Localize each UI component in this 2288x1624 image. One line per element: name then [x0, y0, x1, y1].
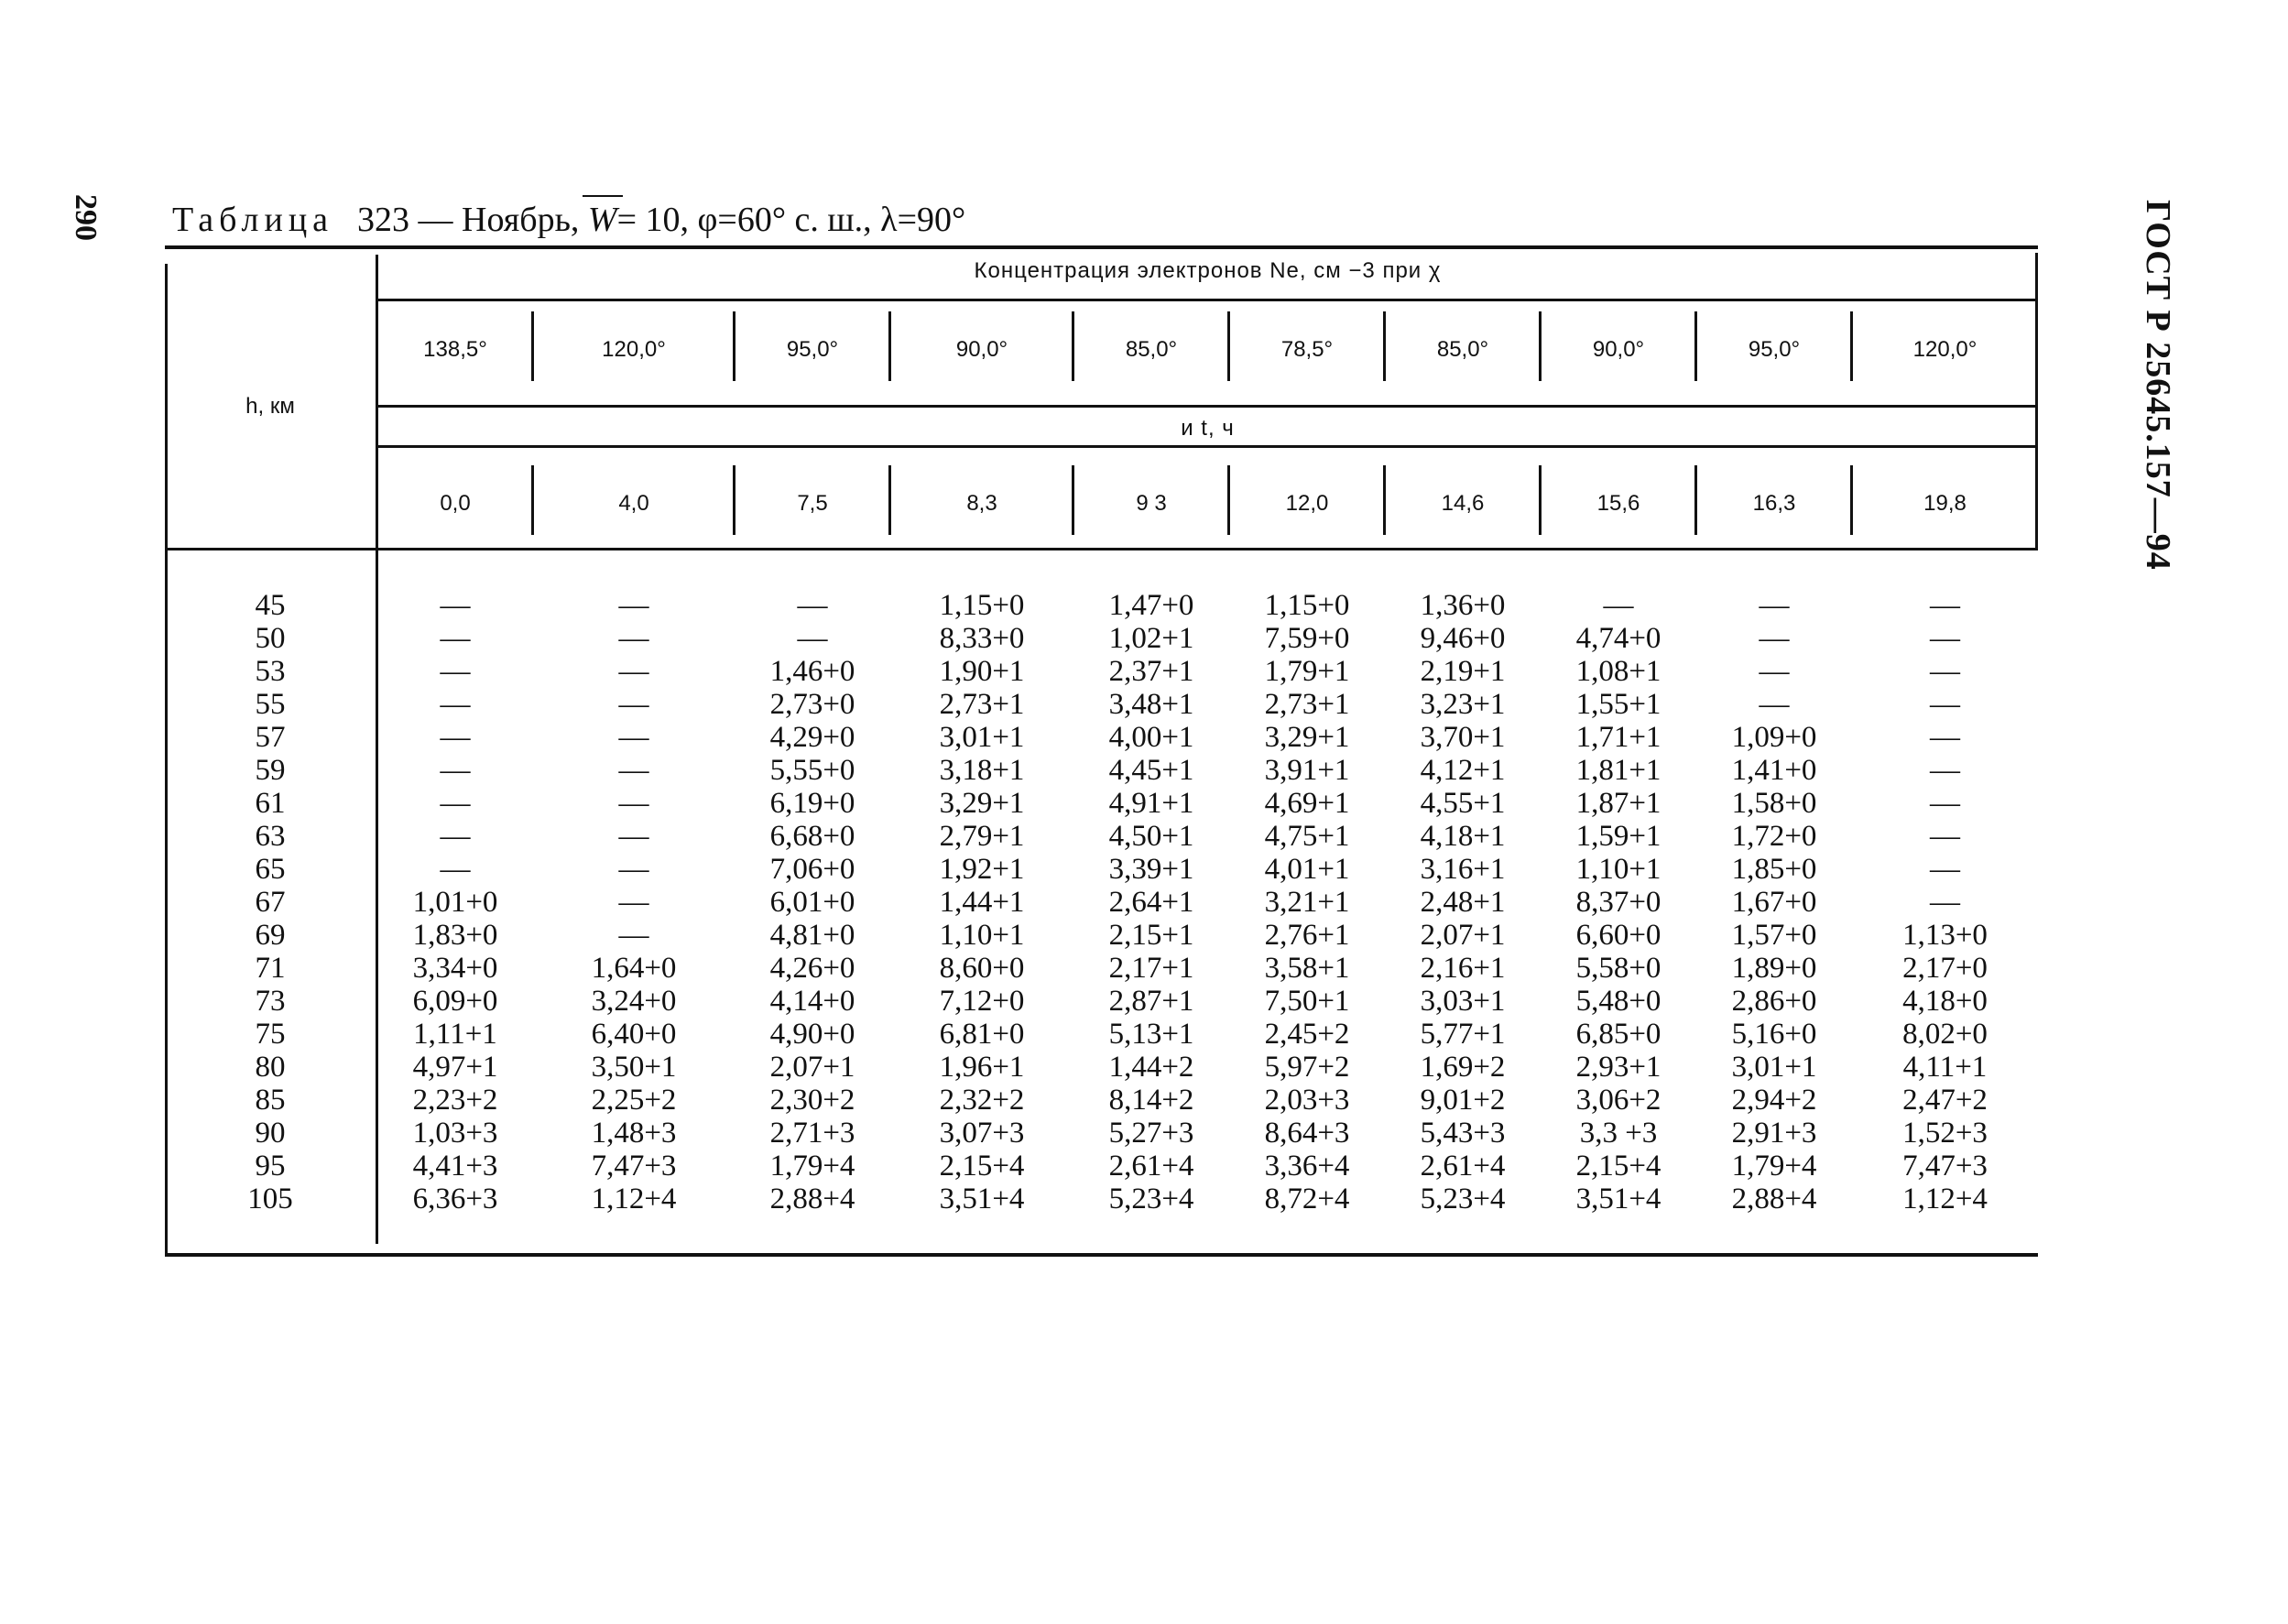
table-cell: —: [1930, 886, 1960, 919]
table-cell: 4,11+1: [1902, 1051, 1988, 1084]
table-cell: 1,44+2: [1108, 1051, 1194, 1084]
table-cell: —: [618, 853, 649, 886]
time-header-cell: 7,5: [797, 491, 828, 516]
header-separator: [888, 311, 891, 381]
table-cell: 3,50+1: [591, 1051, 677, 1084]
table-cell: 2,30+2: [769, 1084, 855, 1117]
height-cell: 75: [255, 1018, 286, 1051]
table-cell: 1,81+1: [1575, 754, 1662, 787]
table-cell: 2,87+1: [1108, 985, 1194, 1018]
table-cell: 3,51+4: [1575, 1183, 1662, 1215]
table-cell: 8,37+0: [1575, 886, 1662, 919]
table-cell: 2,19+1: [1420, 655, 1506, 688]
table-cell: 1,13+0: [1902, 919, 1988, 952]
table-cell: —: [1930, 589, 1960, 622]
table-cell: 5,77+1: [1420, 1018, 1506, 1051]
table-cell: 2,23+2: [412, 1084, 498, 1117]
table-cell: 7,06+0: [769, 853, 855, 886]
header-separator: [1694, 311, 1697, 381]
rule-bottom: [165, 1253, 2038, 1257]
table-cell: 2,88+4: [1731, 1183, 1817, 1215]
header-separator: [1850, 465, 1853, 535]
table-cell: 3,91+1: [1264, 754, 1350, 787]
table-cell: 2,47+2: [1902, 1084, 1988, 1117]
table-cell: 2,15+4: [939, 1150, 1025, 1183]
table-cell: 1,15+0: [939, 589, 1025, 622]
table-cell: 5,23+4: [1420, 1183, 1506, 1215]
table-cell: —: [1930, 787, 1960, 820]
table-cell: 3,36+4: [1264, 1150, 1350, 1183]
chi-header-cell: 78,5°: [1280, 337, 1334, 362]
table-cell: —: [440, 787, 471, 820]
table-cell: 5,48+0: [1575, 985, 1662, 1018]
table-cell: —: [618, 820, 649, 853]
header-separator: [888, 465, 891, 535]
height-cell: 57: [255, 721, 286, 754]
table-cell: 1,83+0: [412, 919, 498, 952]
data-column: [1696, 589, 1852, 1215]
time-header-cell: 4,0: [618, 491, 649, 516]
data-column: [1541, 589, 1696, 1215]
header-separator: [1539, 311, 1542, 381]
header-separator: [1539, 465, 1542, 535]
table-cell: 5,55+0: [769, 754, 855, 787]
header-separator: [733, 311, 735, 381]
table-cell: —: [1930, 754, 1960, 787]
header-separator: [1227, 311, 1230, 381]
table-cell: 5,13+1: [1108, 1018, 1194, 1051]
table-cell: 4,81+0: [769, 919, 855, 952]
table-cell: 9,46+0: [1420, 622, 1506, 655]
table-cell: 1,72+0: [1731, 820, 1817, 853]
header-separator: [1694, 465, 1697, 535]
table-cell: 4,01+1: [1264, 853, 1350, 886]
height-cell: 45: [255, 589, 286, 622]
time-header-cell: 16,3: [1752, 491, 1796, 516]
table-cell: 1,12+4: [1902, 1183, 1988, 1215]
table-cell: —: [1759, 655, 1790, 688]
table-cell: —: [1930, 721, 1960, 754]
table-cell: —: [440, 754, 471, 787]
data-column: [1229, 589, 1385, 1215]
chi-header-cell: 90,0°: [1592, 337, 1645, 362]
table-cell: —: [440, 853, 471, 886]
height-cell: 69: [255, 919, 286, 952]
table-cell: 7,47+3: [591, 1150, 677, 1183]
chi-header-cell: 120,0°: [1912, 337, 1977, 362]
height-cell: 71: [255, 952, 286, 985]
table-cell: —: [1759, 622, 1790, 655]
table-cell: 2,25+2: [591, 1084, 677, 1117]
table-cell: —: [797, 622, 828, 655]
table-cell: 5,43+3: [1420, 1117, 1506, 1150]
rule-left: [165, 264, 168, 1253]
table-cell: 1,89+0: [1731, 952, 1817, 985]
data-column: [890, 589, 1073, 1215]
rule-header-bottom: [165, 548, 2038, 550]
height-cell: 50: [255, 622, 286, 655]
table-cell: 3,01+1: [1731, 1051, 1817, 1084]
table-cell: 1,79+4: [769, 1150, 855, 1183]
header-separator: [1072, 311, 1074, 381]
table-cell: 5,16+0: [1731, 1018, 1817, 1051]
table-cell: 4,18+0: [1902, 985, 1988, 1018]
table-cell: 4,00+1: [1108, 721, 1194, 754]
table-cell: 2,61+4: [1420, 1150, 1506, 1183]
height-cell: 80: [255, 1051, 286, 1084]
table-cell: 2,79+1: [939, 820, 1025, 853]
header-separator: [733, 465, 735, 535]
table-cell: 8,14+2: [1108, 1084, 1194, 1117]
table-cell: 2,93+1: [1575, 1051, 1662, 1084]
header-separator: [531, 311, 534, 381]
table-cell: 3,3 +3: [1579, 1117, 1658, 1150]
table-cell: 5,97+2: [1264, 1051, 1350, 1084]
table-cell: 3,23+1: [1420, 688, 1506, 721]
table-cell: 7,59+0: [1264, 622, 1350, 655]
table-cell: —: [1759, 688, 1790, 721]
table-cell: —: [440, 655, 471, 688]
table-cell: 1,36+0: [1420, 589, 1506, 622]
table-cell: 4,29+0: [769, 721, 855, 754]
table-cell: 4,12+1: [1420, 754, 1506, 787]
table-cell: 5,27+3: [1108, 1117, 1194, 1150]
table-cell: 1,10+1: [1575, 853, 1662, 886]
table-cell: 2,71+3: [769, 1117, 855, 1150]
table-cell: 2,61+4: [1108, 1150, 1194, 1183]
table-cell: 6,85+0: [1575, 1018, 1662, 1051]
table-cell: 6,01+0: [769, 886, 855, 919]
table-cell: 3,03+1: [1420, 985, 1506, 1018]
table-cell: —: [618, 721, 649, 754]
chi-header-cell: 95,0°: [1748, 337, 1801, 362]
table-cell: 4,90+0: [769, 1018, 855, 1051]
time-header-cell: 15,6: [1596, 491, 1640, 516]
time-header-cell: 8,3: [966, 491, 997, 516]
table-cell: 2,16+1: [1420, 952, 1506, 985]
table-cell: —: [618, 655, 649, 688]
header-separator: [1383, 311, 1386, 381]
header-separator: [1850, 311, 1853, 381]
table-cell: 2,94+2: [1731, 1084, 1817, 1117]
table-cell: 8,72+4: [1264, 1183, 1350, 1215]
table-cell: —: [1759, 589, 1790, 622]
table-cell: 2,48+1: [1420, 886, 1506, 919]
table-cell: 2,15+4: [1575, 1150, 1662, 1183]
table-cell: 4,69+1: [1264, 787, 1350, 820]
table-cell: —: [1930, 622, 1960, 655]
table-cell: 1,47+0: [1108, 589, 1194, 622]
table-cell: 2,37+1: [1108, 655, 1194, 688]
table-cell: 1,57+0: [1731, 919, 1817, 952]
rule-header-1: [377, 299, 2038, 301]
rule-top: [165, 245, 2038, 249]
table-title: [172, 200, 965, 240]
table-cell: —: [440, 688, 471, 721]
table-cell: 1,44+1: [939, 886, 1025, 919]
table-cell: 6,40+0: [591, 1018, 677, 1051]
table-cell: 2,88+4: [769, 1183, 855, 1215]
data-column: [1073, 589, 1229, 1215]
table-cell: —: [1930, 820, 1960, 853]
table-cell: 2,17+1: [1108, 952, 1194, 985]
table-cell: 8,33+0: [939, 622, 1025, 655]
table-cell: 1,92+1: [939, 853, 1025, 886]
h-header: h, км: [245, 394, 295, 419]
table-cell: 9,01+2: [1420, 1084, 1506, 1117]
title-part-1: — Ноябрь,: [418, 201, 588, 239]
header-separator: [1072, 465, 1074, 535]
table-cell: 8,64+3: [1264, 1117, 1350, 1150]
table-cell: —: [618, 919, 649, 952]
table-cell: 1,90+1: [939, 655, 1025, 688]
table-cell: 2,64+1: [1108, 886, 1194, 919]
table-cell: 4,74+0: [1575, 622, 1662, 655]
table-cell: 1,02+1: [1108, 622, 1194, 655]
table-cell: 3,18+1: [939, 754, 1025, 787]
height-cell: 59: [255, 754, 286, 787]
table-cell: 2,73+1: [1264, 688, 1350, 721]
table-cell: 2,86+0: [1731, 985, 1817, 1018]
table-cell: 6,68+0: [769, 820, 855, 853]
height-cell: 67: [255, 886, 286, 919]
table-cell: 1,59+1: [1575, 820, 1662, 853]
table-cell: 4,50+1: [1108, 820, 1194, 853]
table-cell: 1,71+1: [1575, 721, 1662, 754]
rule-header-2: [377, 405, 2038, 408]
table-cell: 3,29+1: [939, 787, 1025, 820]
table-cell: 4,91+1: [1108, 787, 1194, 820]
header-separator: [531, 465, 534, 535]
table-cell: 1,15+0: [1264, 589, 1350, 622]
table-cell: 6,19+0: [769, 787, 855, 820]
height-cell: 61: [255, 787, 286, 820]
table-cell: 2,03+3: [1264, 1084, 1350, 1117]
table-cell: 4,97+1: [412, 1051, 498, 1084]
table-cell: 2,07+1: [1420, 919, 1506, 952]
chi-header-cell: 138,5°: [423, 337, 487, 362]
table-cell: 1,08+1: [1575, 655, 1662, 688]
table-cell: 5,58+0: [1575, 952, 1662, 985]
table-cell: 6,09+0: [412, 985, 498, 1018]
table-cell: 1,87+1: [1575, 787, 1662, 820]
table-cell: 6,60+0: [1575, 919, 1662, 952]
table-cell: 2,76+1: [1264, 919, 1350, 952]
concentration-header: Концентрация электронов Ne, см −3 при χ: [974, 258, 1442, 283]
table-cell: 1,67+0: [1731, 886, 1817, 919]
table-cell: 3,07+3: [939, 1117, 1025, 1150]
table-cell: 1,55+1: [1575, 688, 1662, 721]
table-cell: 2,15+1: [1108, 919, 1194, 952]
table-cell: 4,18+1: [1420, 820, 1506, 853]
table-cell: —: [1603, 589, 1634, 622]
data-column: [1852, 589, 2038, 1215]
table-cell: 1,58+0: [1731, 787, 1817, 820]
data-column: [735, 589, 890, 1215]
table-cell: —: [440, 622, 471, 655]
table-cell: 2,45+2: [1264, 1018, 1350, 1051]
table-cell: 7,50+1: [1264, 985, 1350, 1018]
table-cell: 3,51+4: [939, 1183, 1025, 1215]
table-cell: 2,91+3: [1731, 1117, 1817, 1150]
table-cell: 3,39+1: [1108, 853, 1194, 886]
height-cell: 90: [255, 1117, 286, 1150]
table-cell: 4,55+1: [1420, 787, 1506, 820]
table-cell: 1,41+0: [1731, 754, 1817, 787]
table-cell: 1,03+3: [412, 1117, 498, 1150]
table-cell: 3,06+2: [1575, 1084, 1662, 1117]
table-cell: 1,46+0: [769, 655, 855, 688]
time-header-cell: 14,6: [1441, 491, 1485, 516]
table-cell: —: [618, 886, 649, 919]
table-cell: 4,45+1: [1108, 754, 1194, 787]
chi-header-cell: 95,0°: [786, 337, 839, 362]
table-cell: 1,85+0: [1731, 853, 1817, 886]
table-cell: 1,79+1: [1264, 655, 1350, 688]
data-column: [1385, 589, 1541, 1215]
chi-header-cell: 90,0°: [955, 337, 1008, 362]
time-header: и t, ч: [1181, 416, 1235, 441]
table-cell: 2,73+1: [939, 688, 1025, 721]
table-cell: 6,81+0: [939, 1018, 1025, 1051]
height-column: [229, 589, 311, 1215]
table-cell: 3,21+1: [1264, 886, 1350, 919]
rule-header-3: [377, 445, 2038, 448]
table-cell: —: [618, 754, 649, 787]
table-cell: 4,75+1: [1264, 820, 1350, 853]
height-cell: 85: [255, 1084, 286, 1117]
table-cell: —: [797, 589, 828, 622]
table-cell: —: [618, 589, 649, 622]
table-cell: 4,41+3: [412, 1150, 498, 1183]
time-header-cell: 0,0: [440, 491, 471, 516]
table-cell: 1,96+1: [939, 1051, 1025, 1084]
table-cell: —: [618, 787, 649, 820]
table-cell: 2,17+0: [1902, 952, 1988, 985]
table-cell: 3,48+1: [1108, 688, 1194, 721]
table-cell: —: [618, 622, 649, 655]
table-cell: 2,73+0: [769, 688, 855, 721]
height-cell: 105: [247, 1183, 293, 1215]
chi-header-cell: 85,0°: [1436, 337, 1489, 362]
table-cell: 2,32+2: [939, 1084, 1025, 1117]
table-cell: —: [440, 820, 471, 853]
table-cell: —: [440, 721, 471, 754]
data-column: [377, 589, 533, 1215]
chi-header-cell: 120,0°: [602, 337, 666, 362]
table-cell: 7,12+0: [939, 985, 1025, 1018]
table-cell: 4,14+0: [769, 985, 855, 1018]
table-cell: 1,48+3: [591, 1117, 677, 1150]
time-header-cell: 19,8: [1923, 491, 1967, 516]
table-cell: 3,58+1: [1264, 952, 1350, 985]
table-cell: —: [440, 589, 471, 622]
height-cell: 55: [255, 688, 286, 721]
table-cell: 2,07+1: [769, 1051, 855, 1084]
time-header-cell: 9 3: [1136, 491, 1167, 516]
table-cell: 1,12+4: [591, 1183, 677, 1215]
page-number: 290: [69, 194, 103, 241]
table-cell: 3,16+1: [1420, 853, 1506, 886]
header-separator: [1227, 465, 1230, 535]
table-cell: 1,52+3: [1902, 1117, 1988, 1150]
title-w-symbol: W: [587, 201, 617, 239]
table-cell: 3,29+1: [1264, 721, 1350, 754]
table-cell: 1,11+1: [413, 1018, 497, 1051]
height-cell: 73: [255, 985, 286, 1018]
table-cell: 8,02+0: [1902, 1018, 1988, 1051]
height-cell: 95: [255, 1150, 286, 1183]
table-cell: 3,01+1: [939, 721, 1025, 754]
table-cell: 1,10+1: [939, 919, 1025, 952]
document-code: ГОСТ Р 25645.157—94: [2139, 200, 2177, 571]
data-column: [533, 589, 735, 1215]
title-part-2: = 10, φ=60° с. ш., λ=90°: [616, 201, 966, 239]
table-cell: 3,70+1: [1420, 721, 1506, 754]
height-cell: 65: [255, 853, 286, 886]
header-separator: [1383, 465, 1386, 535]
time-header-cell: 12,0: [1285, 491, 1329, 516]
table-cell: 5,23+4: [1108, 1183, 1194, 1215]
table-cell: —: [618, 688, 649, 721]
table-cell: 7,47+3: [1902, 1150, 1988, 1183]
table-cell: 1,69+2: [1420, 1051, 1506, 1084]
table-cell: 6,36+3: [412, 1183, 498, 1215]
table-cell: —: [1930, 655, 1960, 688]
table-cell: —: [1930, 688, 1960, 721]
table-cell: 3,34+0: [412, 952, 498, 985]
table-cell: 3,24+0: [591, 985, 677, 1018]
table-cell: 8,60+0: [939, 952, 1025, 985]
table-cell: 4,26+0: [769, 952, 855, 985]
table-cell: —: [1930, 853, 1960, 886]
table-cell: 1,09+0: [1731, 721, 1817, 754]
table-cell: 1,64+0: [591, 952, 677, 985]
table-cell: 1,79+4: [1731, 1150, 1817, 1183]
height-cell: 53: [255, 655, 286, 688]
title-label: Таблица: [172, 201, 334, 239]
title-number: 323: [357, 201, 410, 239]
chi-header-cell: 85,0°: [1125, 337, 1178, 362]
height-cell: 63: [255, 820, 286, 853]
table-cell: 1,01+0: [412, 886, 498, 919]
